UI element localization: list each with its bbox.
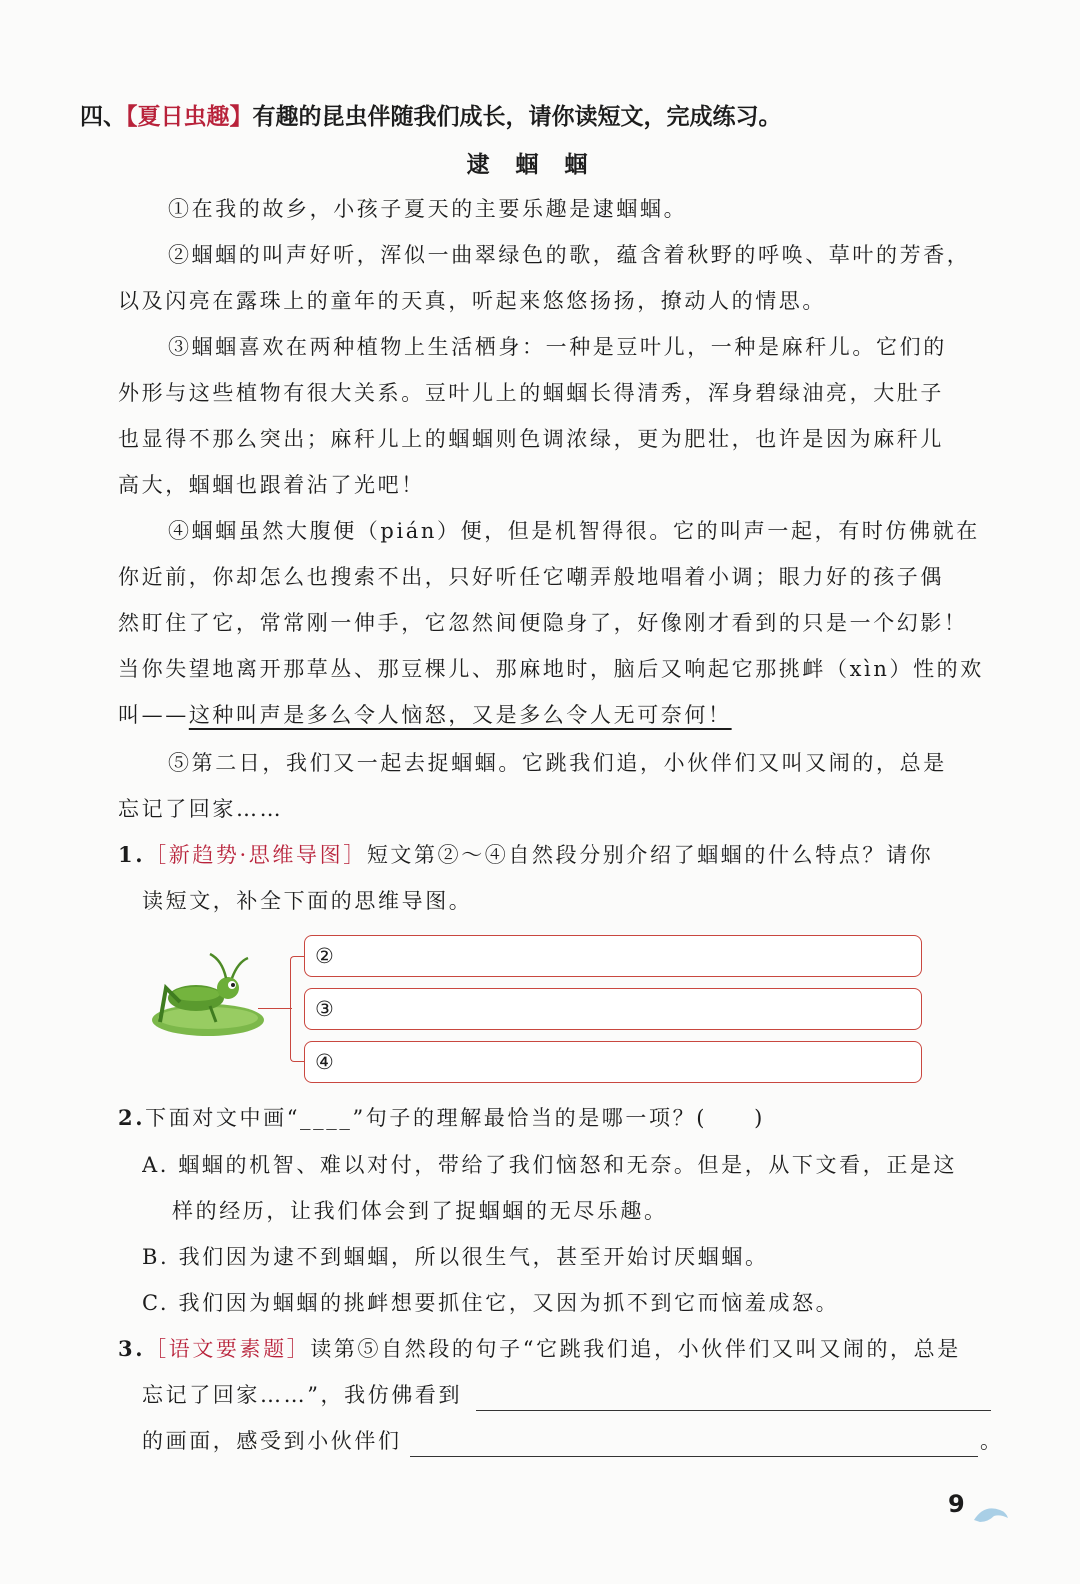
underlined-sentence: 这种叫声是多么令人恼怒，又是多么令人无可奈何！ <box>188 703 732 727</box>
passage-line: 你近前，你却怎么也搜索不出，只好听任它嘲弄般地唱着小调；眼力好的孩子偶 <box>118 565 944 589</box>
question-text: 短文第②～④自然段分别介绍了蝈蝈的什么特点？请你 <box>366 843 934 867</box>
mindmap-box-3[interactable]: ③ <box>304 988 922 1030</box>
passage-line: 当你失望地离开那草丛、那豆棵儿、那麻地时，脑后又响起它那挑衅（xìn）性的欢 <box>118 657 984 681</box>
question-number: 1. <box>118 842 146 867</box>
question-3-cont2: 的画面，感受到小伙伴们 <box>142 1429 402 1453</box>
passage-line: 外形与这些植物有很大关系。豆叶儿上的蝈蝈长得清秀，浑身碧绿油亮，大肚子 <box>118 381 944 405</box>
passage-line: 也显得不那么突出；麻秆儿上的蝈蝈则色调浓绿，更为肥壮，也许是因为麻秆儿 <box>118 427 944 451</box>
dolphin-icon <box>970 1500 1010 1530</box>
option-a[interactable]: A. 蝈蝈的机智、难以对付，带给了我们恼怒和无奈。但是，从下文看，正是这 <box>142 1153 958 1177</box>
passage-line <box>118 692 1004 738</box>
question-number: 2. <box>118 1105 146 1130</box>
question-tag: ［新趋势·思维导图］ <box>145 843 367 867</box>
passage-line: 然盯住了它，常常刚一伸手，它忽然间便隐身了，好像刚才看到的只是一个幻影！ <box>118 611 968 635</box>
question-1 <box>118 832 1004 878</box>
mindmap-box-2[interactable]: ② <box>304 935 922 977</box>
question-text: 下面对文中画“____”句子的理解最恰当的是哪一项？( ) <box>145 1106 765 1130</box>
question-2 <box>118 1095 1004 1141</box>
section-instruction: 有趣的昆虫伴随我们成长，请你读短文，完成练习。 <box>252 104 782 130</box>
answer-blank-1[interactable] <box>476 1410 991 1411</box>
question-tag: ［语文要素题］ <box>145 1337 311 1361</box>
passage-line: 忘记了回家…… <box>118 797 284 821</box>
passage-line: ③蝈蝈喜欢在两种植物上生活栖身：一种是豆叶儿，一种是麻秆儿。它们的 <box>168 335 947 359</box>
passage-line: ①在我的故乡，小孩子夏天的主要乐趣是逮蝈蝈。 <box>168 197 688 221</box>
passage-line: 以及闪亮在露珠上的童年的天真，听起来悠悠扬扬，撩动人的情思。 <box>118 289 826 313</box>
question-3 <box>118 1326 1004 1372</box>
option-c[interactable]: C. 我们因为蝈蝈的挑衅想要抓住它，又因为抓不到它而恼羞成怒。 <box>142 1291 840 1315</box>
option-a-cont: 样的经历，让我们体会到了捉蝈蝈的无尽乐趣。 <box>172 1199 668 1223</box>
passage-line: 高大，蝈蝈也跟着沾了光吧！ <box>118 473 425 497</box>
answer-blank-2[interactable] <box>410 1456 978 1457</box>
option-b[interactable]: B. 我们因为逮不到蝈蝈，所以很生气，甚至开始讨厌蝈蝈。 <box>142 1245 769 1269</box>
question-1-cont: 读短文，补全下面的思维导图。 <box>142 889 473 913</box>
section-heading <box>80 98 782 131</box>
question-3-end: 。 <box>980 1429 1004 1453</box>
question-text: 读第⑤自然段的句子“它跳我们追，小伙伴们又叫又闹的，总是 <box>310 1337 961 1361</box>
passage-line-start: 叫—— <box>118 703 189 727</box>
section-prefix: 四、 <box>80 104 126 130</box>
grasshopper-icon <box>150 950 265 1045</box>
mindmap-box-4[interactable]: ④ <box>304 1041 922 1083</box>
page-number: 9 <box>948 1490 965 1518</box>
passage-title: 逮蝈蝈 <box>466 152 614 178</box>
passage-line: ④蝈蝈虽然大腹便（pián）便，但是机智得很。它的叫声一起，有时仿佛就在 <box>168 519 980 543</box>
section-tag: 【夏日虫趣】 <box>126 104 253 130</box>
question-3-cont: 忘记了回家……”，我仿佛看到 <box>142 1383 463 1407</box>
mindmap-connector <box>258 1008 292 1009</box>
question-number: 3. <box>118 1336 146 1361</box>
passage-line: ⑤第二日，我们又一起去捉蝈蝈。它跳我们追，小伙伴们又叫又闹的，总是 <box>168 751 947 775</box>
passage-line: ②蝈蝈的叫声好听，浑似一曲翠绿色的歌，蕴含着秋野的呼唤、草叶的芳香， <box>168 243 971 267</box>
